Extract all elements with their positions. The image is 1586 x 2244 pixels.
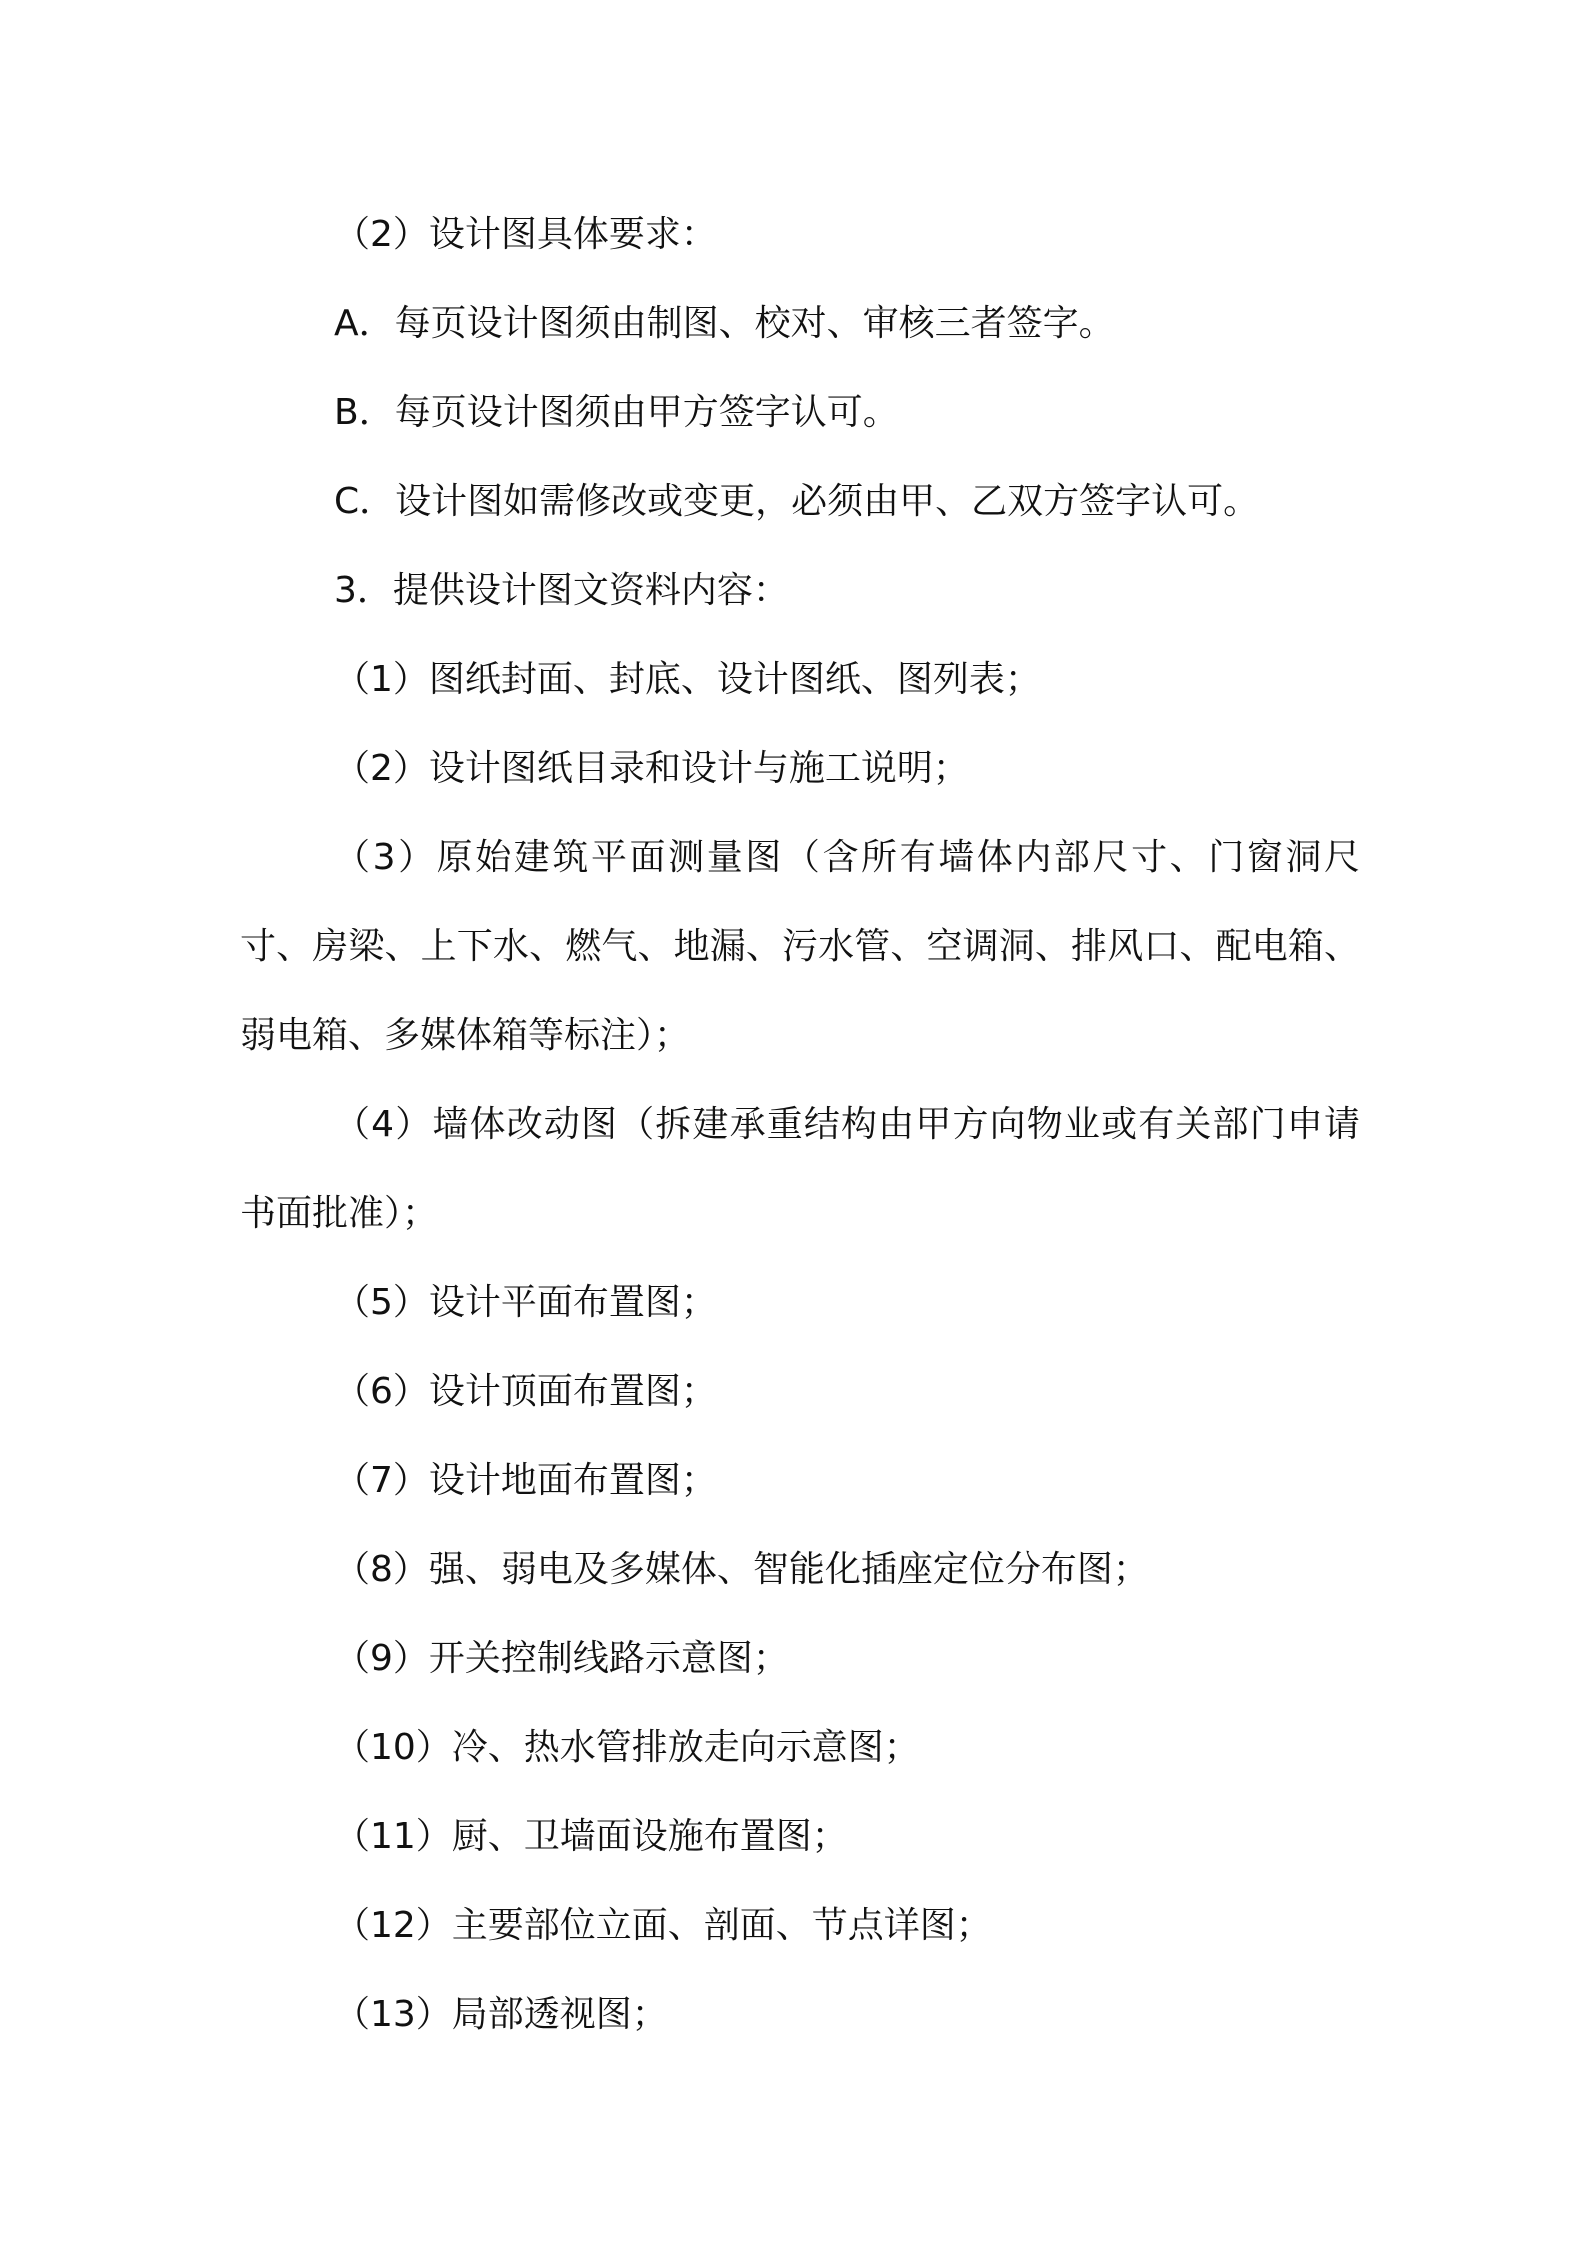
list-item: （1）图纸封面、封底、设计图纸、图列表； [334,659,1041,700]
paragraph-item-c: C．设计图如需修改或变更，必须由甲、乙双方签字认可。 [334,481,1260,522]
paragraph-design-requirements: （2）设计图具体要求： [334,214,717,255]
paragraph-section-3: 3．提供设计图文资料内容： [334,570,789,611]
document-body [240,190,1360,2059]
list-item: （9）开关控制线路示意图； [334,1638,789,1679]
paragraph-item-a: A．每页设计图须由制图、校对、审核三者签字。 [334,303,1115,344]
list-item: （10）冷、热水管排放走向示意图； [334,1727,920,1768]
list-item: （6）设计顶面布置图； [334,1371,717,1412]
list-item: （5）设计平面布置图； [334,1282,717,1323]
list-item: （7）设计地面布置图； [334,1460,717,1501]
list-item: （3）原始建筑平面测量图（含所有墙体内部尺寸、门窗洞尺寸、房梁、上下水、燃气、地漏、污水管、空调洞、排风口、配电箱、弱电箱、多媒体箱等标注）； [240,837,1360,1056]
list-item: （12）主要部位立面、剖面、节点详图； [334,1905,992,1946]
list-item: （4）墙体改动图（拆建承重结构由甲方向物业或有关部门申请书面批准）； [240,1104,1360,1234]
list-item: （13）局部透视图； [334,1994,668,2035]
list-item: （8）强、弱电及多媒体、智能化插座定位分布图； [334,1549,1149,1590]
paragraph-item-b: B．每页设计图须由甲方签字认可。 [334,392,899,433]
list-item: （2）设计图纸目录和设计与施工说明； [334,748,969,789]
list-item: （11）厨、卫墙面设施布置图； [334,1816,848,1857]
